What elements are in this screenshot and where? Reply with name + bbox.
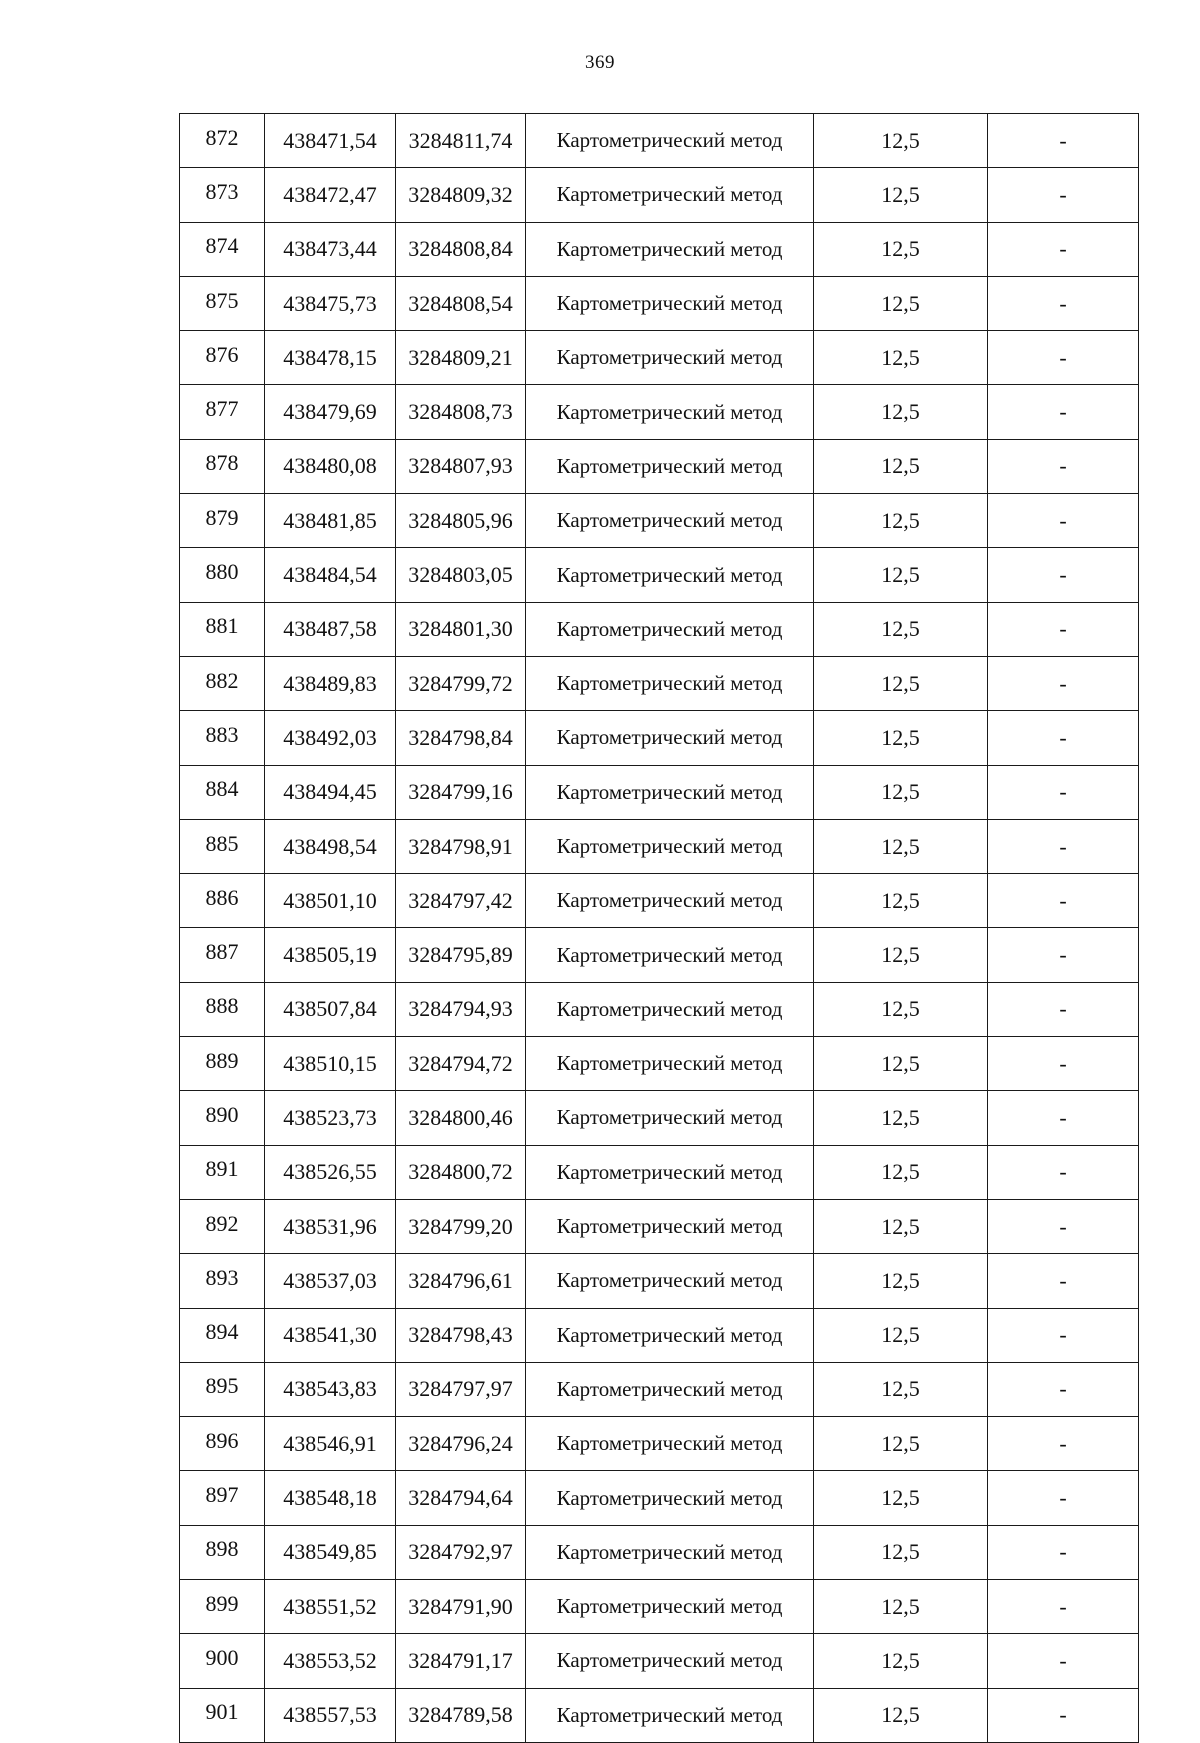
table-row bbox=[180, 439, 1139, 493]
coordinate-x-cell: 438487,58 bbox=[265, 602, 396, 656]
note-cell: - bbox=[988, 874, 1139, 928]
point-number-cell: 891 bbox=[180, 1145, 265, 1199]
table-row bbox=[180, 1417, 1139, 1471]
coordinate-y-cell: 3284803,05 bbox=[396, 548, 526, 602]
table-row bbox=[180, 276, 1139, 330]
note-cell: - bbox=[988, 656, 1139, 710]
point-number-cell: 883 bbox=[180, 711, 265, 765]
coordinate-y-cell: 3284798,84 bbox=[396, 711, 526, 765]
coordinate-y-cell: 3284800,46 bbox=[396, 1091, 526, 1145]
point-number-cell: 901 bbox=[180, 1688, 265, 1742]
table-row bbox=[180, 548, 1139, 602]
method-cell: Картометрический метод bbox=[526, 168, 814, 222]
coordinate-x-cell: 438492,03 bbox=[265, 711, 396, 765]
point-number-cell: 898 bbox=[180, 1525, 265, 1579]
coordinate-y-cell: 3284794,64 bbox=[396, 1471, 526, 1525]
coordinate-y-cell: 3284807,93 bbox=[396, 439, 526, 493]
method-cell: Картометрический метод bbox=[526, 602, 814, 656]
point-number-cell: 880 bbox=[180, 548, 265, 602]
table-row bbox=[180, 1199, 1139, 1253]
method-cell: Картометрический метод bbox=[526, 1634, 814, 1688]
coordinate-x-cell: 438546,91 bbox=[265, 1417, 396, 1471]
table-row bbox=[180, 819, 1139, 873]
coordinate-x-cell: 438543,83 bbox=[265, 1362, 396, 1416]
table-row bbox=[180, 222, 1139, 276]
coordinate-y-cell: 3284799,16 bbox=[396, 765, 526, 819]
table-row bbox=[180, 711, 1139, 765]
coordinate-y-cell: 3284808,84 bbox=[396, 222, 526, 276]
table-row bbox=[180, 331, 1139, 385]
method-cell: Картометрический метод bbox=[526, 114, 814, 168]
note-cell: - bbox=[988, 1580, 1139, 1634]
point-number-cell: 893 bbox=[180, 1254, 265, 1308]
table-row bbox=[180, 1254, 1139, 1308]
table-row bbox=[180, 928, 1139, 982]
note-cell: - bbox=[988, 168, 1139, 222]
note-cell: - bbox=[988, 114, 1139, 168]
point-number-cell: 897 bbox=[180, 1471, 265, 1525]
point-number-cell: 884 bbox=[180, 765, 265, 819]
table-row bbox=[180, 1308, 1139, 1362]
accuracy-cell: 12,5 bbox=[814, 1417, 988, 1471]
method-cell: Картометрический метод bbox=[526, 1308, 814, 1362]
coordinate-x-cell: 438473,44 bbox=[265, 222, 396, 276]
accuracy-cell: 12,5 bbox=[814, 331, 988, 385]
method-cell: Картометрический метод bbox=[526, 1254, 814, 1308]
coordinate-x-cell: 438531,96 bbox=[265, 1199, 396, 1253]
coordinate-y-cell: 3284794,93 bbox=[396, 982, 526, 1036]
method-cell: Картометрический метод bbox=[526, 494, 814, 548]
method-cell: Картометрический метод bbox=[526, 439, 814, 493]
note-cell: - bbox=[988, 1199, 1139, 1253]
point-number-cell: 895 bbox=[180, 1362, 265, 1416]
method-cell: Картометрический метод bbox=[526, 276, 814, 330]
accuracy-cell: 12,5 bbox=[814, 1145, 988, 1199]
coordinate-y-cell: 3284801,30 bbox=[396, 602, 526, 656]
note-cell: - bbox=[988, 602, 1139, 656]
note-cell: - bbox=[988, 928, 1139, 982]
table-row bbox=[180, 874, 1139, 928]
coordinate-x-cell: 438523,73 bbox=[265, 1091, 396, 1145]
coordinate-y-cell: 3284796,24 bbox=[396, 1417, 526, 1471]
table-row bbox=[180, 1688, 1139, 1742]
coordinate-x-cell: 438541,30 bbox=[265, 1308, 396, 1362]
coordinate-x-cell: 438553,52 bbox=[265, 1634, 396, 1688]
method-cell: Картометрический метод bbox=[526, 1471, 814, 1525]
table-row bbox=[180, 168, 1139, 222]
table-row bbox=[180, 1634, 1139, 1688]
accuracy-cell: 12,5 bbox=[814, 1362, 988, 1416]
coordinate-y-cell: 3284797,42 bbox=[396, 874, 526, 928]
method-cell: Картометрический метод bbox=[526, 1091, 814, 1145]
accuracy-cell: 12,5 bbox=[814, 1199, 988, 1253]
point-number-cell: 900 bbox=[180, 1634, 265, 1688]
coordinate-y-cell: 3284809,32 bbox=[396, 168, 526, 222]
accuracy-cell: 12,5 bbox=[814, 114, 988, 168]
accuracy-cell: 12,5 bbox=[814, 711, 988, 765]
note-cell: - bbox=[988, 982, 1139, 1036]
accuracy-cell: 12,5 bbox=[814, 819, 988, 873]
note-cell: - bbox=[988, 1362, 1139, 1416]
coordinate-y-cell: 3284794,72 bbox=[396, 1037, 526, 1091]
table-row bbox=[180, 1145, 1139, 1199]
method-cell: Картометрический метод bbox=[526, 1199, 814, 1253]
coordinate-y-cell: 3284795,89 bbox=[396, 928, 526, 982]
coordinate-x-cell: 438507,84 bbox=[265, 982, 396, 1036]
note-cell: - bbox=[988, 819, 1139, 873]
note-cell: - bbox=[988, 548, 1139, 602]
coordinate-x-cell: 438526,55 bbox=[265, 1145, 396, 1199]
point-number-cell: 877 bbox=[180, 385, 265, 439]
accuracy-cell: 12,5 bbox=[814, 276, 988, 330]
table-row bbox=[180, 1037, 1139, 1091]
coordinate-x-cell: 438479,69 bbox=[265, 385, 396, 439]
point-number-cell: 890 bbox=[180, 1091, 265, 1145]
table-row bbox=[180, 1362, 1139, 1416]
accuracy-cell: 12,5 bbox=[814, 1091, 988, 1145]
coordinate-y-cell: 3284796,61 bbox=[396, 1254, 526, 1308]
note-cell: - bbox=[988, 494, 1139, 548]
method-cell: Картометрический метод bbox=[526, 548, 814, 602]
method-cell: Картометрический метод bbox=[526, 1362, 814, 1416]
coordinates-table bbox=[179, 113, 1139, 1743]
table-row bbox=[180, 1471, 1139, 1525]
table-row bbox=[180, 602, 1139, 656]
accuracy-cell: 12,5 bbox=[814, 1037, 988, 1091]
method-cell: Картометрический метод bbox=[526, 819, 814, 873]
coordinate-x-cell: 438510,15 bbox=[265, 1037, 396, 1091]
coordinate-y-cell: 3284798,91 bbox=[396, 819, 526, 873]
coordinate-y-cell: 3284797,97 bbox=[396, 1362, 526, 1416]
coordinate-x-cell: 438537,03 bbox=[265, 1254, 396, 1308]
coordinate-y-cell: 3284799,72 bbox=[396, 656, 526, 710]
note-cell: - bbox=[988, 1471, 1139, 1525]
table-row bbox=[180, 765, 1139, 819]
method-cell: Картометрический метод bbox=[526, 222, 814, 276]
point-number-cell: 894 bbox=[180, 1308, 265, 1362]
coordinate-y-cell: 3284799,20 bbox=[396, 1199, 526, 1253]
accuracy-cell: 12,5 bbox=[814, 385, 988, 439]
note-cell: - bbox=[988, 1091, 1139, 1145]
note-cell: - bbox=[988, 1417, 1139, 1471]
table-row bbox=[180, 494, 1139, 548]
coordinate-x-cell: 438472,47 bbox=[265, 168, 396, 222]
table-row bbox=[180, 1525, 1139, 1579]
table-row bbox=[180, 1091, 1139, 1145]
coordinate-y-cell: 3284809,21 bbox=[396, 331, 526, 385]
accuracy-cell: 12,5 bbox=[814, 168, 988, 222]
method-cell: Картометрический метод bbox=[526, 385, 814, 439]
coordinate-x-cell: 438549,85 bbox=[265, 1525, 396, 1579]
note-cell: - bbox=[988, 765, 1139, 819]
coordinate-y-cell: 3284808,54 bbox=[396, 276, 526, 330]
method-cell: Картометрический метод bbox=[526, 1688, 814, 1742]
accuracy-cell: 12,5 bbox=[814, 1308, 988, 1362]
method-cell: Картометрический метод bbox=[526, 1580, 814, 1634]
method-cell: Картометрический метод bbox=[526, 331, 814, 385]
point-number-cell: 899 bbox=[180, 1580, 265, 1634]
method-cell: Картометрический метод bbox=[526, 711, 814, 765]
point-number-cell: 896 bbox=[180, 1417, 265, 1471]
method-cell: Картометрический метод bbox=[526, 1417, 814, 1471]
point-number-cell: 882 bbox=[180, 656, 265, 710]
accuracy-cell: 12,5 bbox=[814, 1580, 988, 1634]
coordinate-y-cell: 3284791,17 bbox=[396, 1634, 526, 1688]
point-number-cell: 887 bbox=[180, 928, 265, 982]
coordinate-y-cell: 3284798,43 bbox=[396, 1308, 526, 1362]
accuracy-cell: 12,5 bbox=[814, 928, 988, 982]
point-number-cell: 872 bbox=[180, 114, 265, 168]
note-cell: - bbox=[988, 276, 1139, 330]
note-cell: - bbox=[988, 1308, 1139, 1362]
accuracy-cell: 12,5 bbox=[814, 982, 988, 1036]
method-cell: Картометрический метод bbox=[526, 874, 814, 928]
method-cell: Картометрический метод bbox=[526, 656, 814, 710]
point-number-cell: 889 bbox=[180, 1037, 265, 1091]
accuracy-cell: 12,5 bbox=[814, 765, 988, 819]
coordinate-x-cell: 438480,08 bbox=[265, 439, 396, 493]
coordinate-x-cell: 438548,18 bbox=[265, 1471, 396, 1525]
accuracy-cell: 12,5 bbox=[814, 494, 988, 548]
coordinate-x-cell: 438471,54 bbox=[265, 114, 396, 168]
accuracy-cell: 12,5 bbox=[814, 548, 988, 602]
coordinate-x-cell: 438505,19 bbox=[265, 928, 396, 982]
coordinate-x-cell: 438557,53 bbox=[265, 1688, 396, 1742]
page-number: 369 bbox=[585, 52, 615, 73]
point-number-cell: 886 bbox=[180, 874, 265, 928]
coordinate-y-cell: 3284792,97 bbox=[396, 1525, 526, 1579]
table-row bbox=[180, 1580, 1139, 1634]
accuracy-cell: 12,5 bbox=[814, 1471, 988, 1525]
point-number-cell: 885 bbox=[180, 819, 265, 873]
point-number-cell: 881 bbox=[180, 602, 265, 656]
table-body bbox=[180, 114, 1139, 1743]
accuracy-cell: 12,5 bbox=[814, 1254, 988, 1308]
coordinate-x-cell: 438478,15 bbox=[265, 331, 396, 385]
coordinate-y-cell: 3284789,58 bbox=[396, 1688, 526, 1742]
point-number-cell: 879 bbox=[180, 494, 265, 548]
accuracy-cell: 12,5 bbox=[814, 222, 988, 276]
table-row bbox=[180, 385, 1139, 439]
note-cell: - bbox=[988, 1254, 1139, 1308]
method-cell: Картометрический метод bbox=[526, 928, 814, 982]
method-cell: Картометрический метод bbox=[526, 765, 814, 819]
point-number-cell: 876 bbox=[180, 331, 265, 385]
note-cell: - bbox=[988, 439, 1139, 493]
point-number-cell: 875 bbox=[180, 276, 265, 330]
note-cell: - bbox=[988, 385, 1139, 439]
note-cell: - bbox=[988, 1688, 1139, 1742]
note-cell: - bbox=[988, 1525, 1139, 1579]
note-cell: - bbox=[988, 711, 1139, 765]
coordinate-x-cell: 438494,45 bbox=[265, 765, 396, 819]
coordinate-y-cell: 3284791,90 bbox=[396, 1580, 526, 1634]
coordinate-x-cell: 438481,85 bbox=[265, 494, 396, 548]
table-row bbox=[180, 982, 1139, 1036]
method-cell: Картометрический метод bbox=[526, 1037, 814, 1091]
table-row bbox=[180, 114, 1139, 168]
accuracy-cell: 12,5 bbox=[814, 439, 988, 493]
note-cell: - bbox=[988, 222, 1139, 276]
method-cell: Картометрический метод bbox=[526, 1145, 814, 1199]
table-row bbox=[180, 656, 1139, 710]
accuracy-cell: 12,5 bbox=[814, 1634, 988, 1688]
coordinate-x-cell: 438475,73 bbox=[265, 276, 396, 330]
note-cell: - bbox=[988, 1634, 1139, 1688]
coordinate-y-cell: 3284811,74 bbox=[396, 114, 526, 168]
point-number-cell: 888 bbox=[180, 982, 265, 1036]
coordinate-y-cell: 3284800,72 bbox=[396, 1145, 526, 1199]
accuracy-cell: 12,5 bbox=[814, 656, 988, 710]
accuracy-cell: 12,5 bbox=[814, 874, 988, 928]
accuracy-cell: 12,5 bbox=[814, 1525, 988, 1579]
note-cell: - bbox=[988, 331, 1139, 385]
point-number-cell: 892 bbox=[180, 1199, 265, 1253]
point-number-cell: 873 bbox=[180, 168, 265, 222]
coordinate-y-cell: 3284808,73 bbox=[396, 385, 526, 439]
note-cell: - bbox=[988, 1145, 1139, 1199]
coordinate-x-cell: 438498,54 bbox=[265, 819, 396, 873]
point-number-cell: 874 bbox=[180, 222, 265, 276]
note-cell: - bbox=[988, 1037, 1139, 1091]
coordinate-y-cell: 3284805,96 bbox=[396, 494, 526, 548]
method-cell: Картометрический метод bbox=[526, 1525, 814, 1579]
coordinate-x-cell: 438501,10 bbox=[265, 874, 396, 928]
coordinate-x-cell: 438484,54 bbox=[265, 548, 396, 602]
point-number-cell: 878 bbox=[180, 439, 265, 493]
method-cell: Картометрический метод bbox=[526, 982, 814, 1036]
accuracy-cell: 12,5 bbox=[814, 602, 988, 656]
coordinate-x-cell: 438551,52 bbox=[265, 1580, 396, 1634]
coordinate-x-cell: 438489,83 bbox=[265, 656, 396, 710]
accuracy-cell: 12,5 bbox=[814, 1688, 988, 1742]
